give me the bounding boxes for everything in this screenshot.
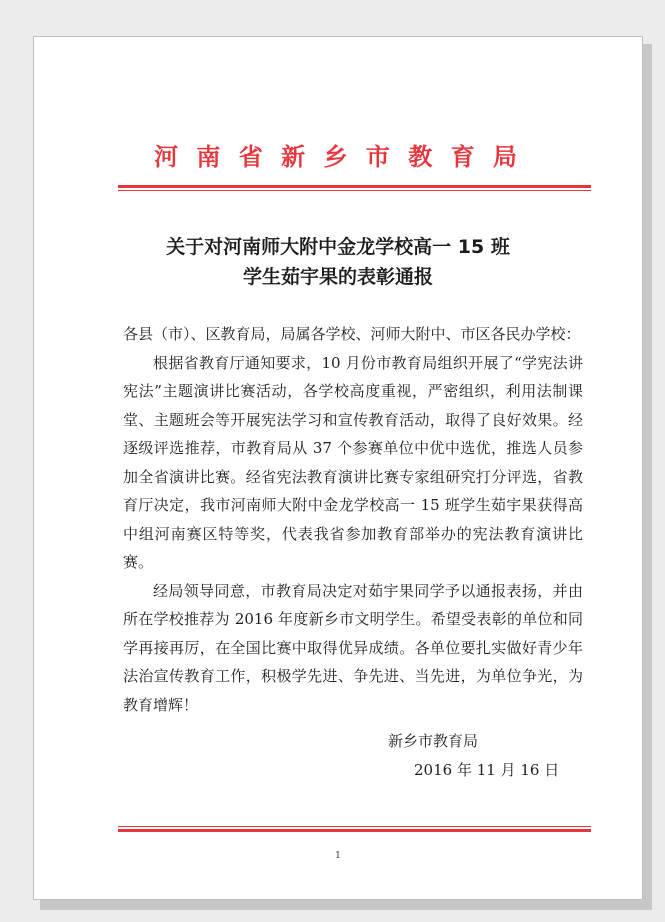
signature-org: 新乡市教育局 — [388, 732, 479, 750]
addressee: 各县（市）、区教育局，局属各学校、河师大附中、市区各民办学校： — [123, 325, 581, 343]
footer-rule-thick — [118, 829, 591, 832]
document-title-line-2: 学生茹宇果的表彰通报 — [242, 266, 433, 288]
body-paragraph-1: 根据省教育厅通知要求，10 月份市教育局组织开展了“学宪法讲宪法”主题演讲比赛活动，各学校高度重视，严密组织，利用法制课堂、主题班会等开展宪法学习和宣传教育活动，取得了良好效果。经逐级评选推荐，市教育局从 37 个参赛单位中优中选优，推选人员参加全省演讲比赛。经省宪法教育演讲比赛专家组研究打分评选，省教育厅决定，我市河南师大附中金龙学校高一 15 班学生茹宇果获得高中组河南赛区特等奖，代表我省参加教育部举办的宪法教育演讲比赛。 — [123, 353, 583, 571]
letterhead: 河 南 省 新 乡 市 教 育 局 — [154, 143, 522, 171]
letterhead-rule-thick — [118, 185, 591, 188]
body-paragraph-2: 经局领导同意，市教育局决定对茹宇果同学予以通报表扬，并由所在学校推荐为 2016 年度新乡市文明学生。希望受表彰的单位和同学再接再厉，在全国比赛中取得优异成绩。各单位要扎实做好青少年法治宣传教育工作，积极学先进、争先进、当先进，为单位争光，为教育增辉！ — [123, 581, 583, 714]
document-page — [33, 36, 643, 900]
footer-rule-thin — [118, 826, 591, 827]
document-body — [123, 320, 583, 719]
signature-date: 2016 年 11 月 16 日 — [414, 761, 560, 779]
page-number: 1 — [335, 851, 341, 861]
letterhead-rule-thin — [118, 190, 591, 191]
document-title-line-1: 关于对河南师大附中金龙学校高一 15 班 — [166, 236, 510, 258]
